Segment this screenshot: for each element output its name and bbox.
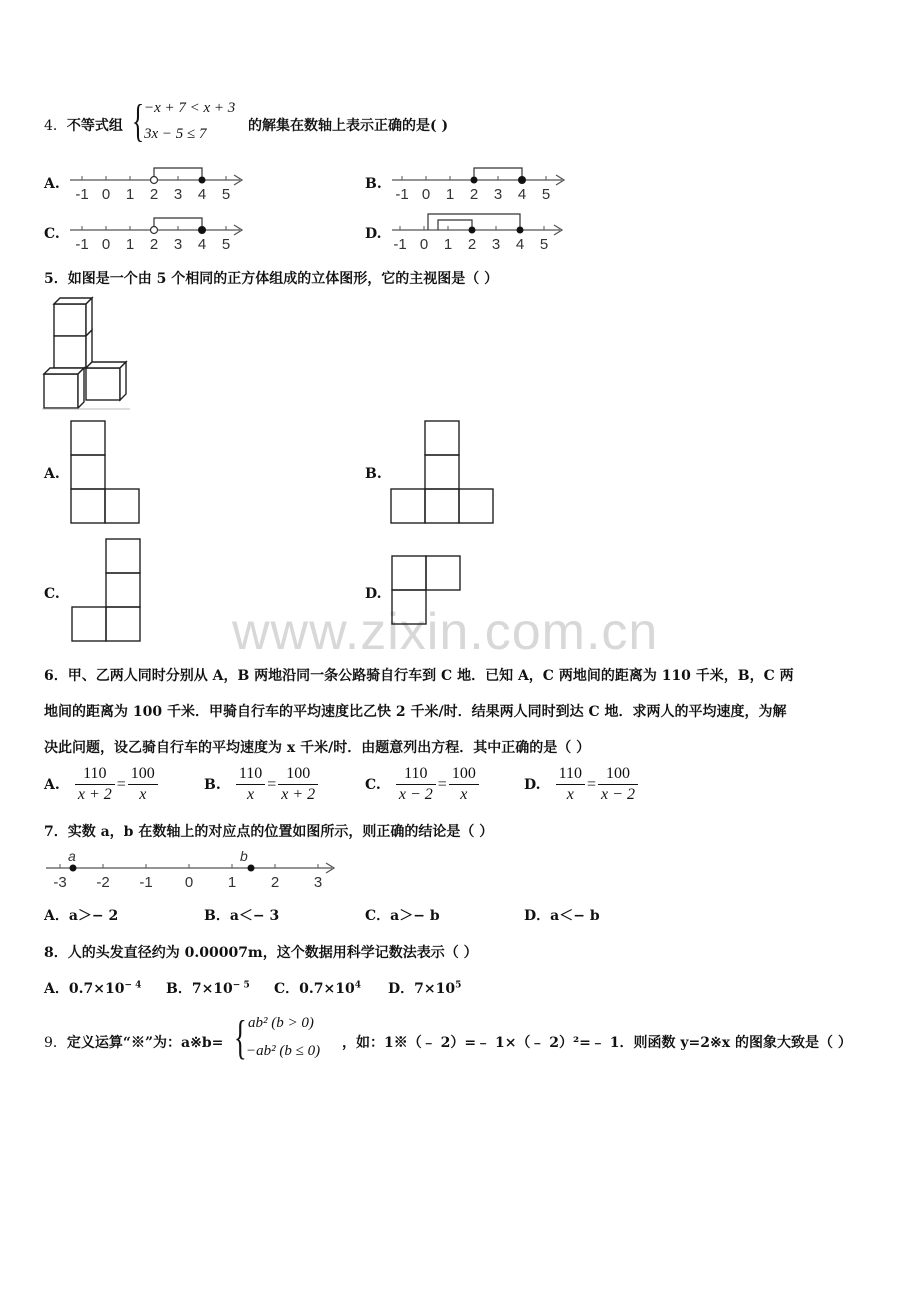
- q7-option-b: B．a＜− 3: [204, 908, 280, 924]
- q7-option-c: C．a＞− b: [365, 908, 440, 924]
- tick-label: 4: [197, 236, 207, 253]
- q6-option-d: D. $\frac{110}{x}$ = $\frac{100}{x - 2}$: [524, 764, 638, 805]
- tick-label: 1: [445, 186, 455, 203]
- tick-label: 3: [313, 874, 323, 891]
- q4-number-line-b: [388, 162, 572, 204]
- tick-label: 5: [541, 186, 551, 203]
- tick-label: -1: [395, 186, 409, 203]
- piecewise-case-2: −ab² (b ≤ 0): [246, 1043, 321, 1059]
- fraction: $\frac{110}{x - 2}$: [396, 764, 436, 805]
- tick-label: 5: [221, 236, 231, 253]
- piecewise-brace: {: [234, 1011, 247, 1064]
- q4-option-c-label: C.: [44, 226, 60, 242]
- question-6-line-2: 地间的距离为 100 千米．甲骑自行车的平均速度比乙快 2 千米/时．结果两人同时到达 C 地．求两人的平均速度，为解: [44, 704, 787, 720]
- system-brace: {: [132, 95, 145, 146]
- fraction: $\frac{110}{x}$: [556, 764, 585, 805]
- q5-view-a: [66, 418, 146, 528]
- fraction: $\frac{100}{x + 2}$: [278, 764, 318, 805]
- tick-label: 3: [493, 186, 503, 203]
- q5-view-b: [388, 418, 498, 528]
- tick-label: 1: [227, 874, 237, 891]
- tick-label: -2: [96, 874, 110, 891]
- question-8-text: 8．人的头发直径约为 0.00007m，这个数据用科学记数法表示（ ）: [44, 945, 478, 961]
- point-a-label: a: [68, 848, 76, 864]
- q6-option-b-label: B.: [204, 776, 221, 793]
- q4-option-b-label: B.: [365, 176, 382, 192]
- question-7-text: 7．实数 a，b 在数轴上的对应点的位置如图所示，则正确的结论是（ ）: [44, 824, 494, 840]
- q6-option-a: A. $\frac{110}{x + 2}$ = $\frac{100}{x}$: [44, 764, 158, 805]
- tick-label: -1: [75, 186, 89, 203]
- q5-option-a-label: A.: [44, 466, 60, 482]
- inequality-line-2: 3x − 5 ≤ 7: [144, 126, 207, 142]
- q5-option-c-label: C.: [44, 586, 60, 602]
- q5-view-d: [388, 552, 468, 632]
- question-4-number: 4．: [44, 118, 67, 134]
- tick-label: -1: [393, 236, 407, 253]
- tick-label: 2: [149, 186, 159, 203]
- q4-number-line-c: [66, 212, 250, 254]
- tick-label: 2: [469, 186, 479, 203]
- q4-number-line-d: [388, 208, 572, 254]
- q4-number-line-a: [66, 162, 250, 204]
- fraction: $\frac{100}{x - 2}$: [598, 764, 638, 805]
- tick-label: 2: [467, 236, 477, 253]
- q5-view-c: [68, 536, 148, 646]
- q6-option-c-label: C.: [365, 776, 381, 793]
- point-b-label: b: [240, 848, 248, 864]
- question-6-line-1: 6．甲、乙两人同时分别从 A，B 两地沿同一条公路骑自行车到 C 地．已知 A，C 两地间的距离为 110 千米，B，C 两: [44, 668, 794, 684]
- tick-label: -3: [53, 874, 67, 891]
- q8-option-d: D．$7\times 10^5$: [388, 980, 462, 997]
- tick-label: 2: [149, 236, 159, 253]
- q8-option-c: C．$0.7\times 10^4$: [274, 980, 361, 997]
- tick-label: 3: [173, 186, 183, 203]
- q5-option-b-label: B.: [365, 466, 382, 482]
- question-6-line-3: 决此问题，设乙骑自行车的平均速度为 x 千米/时．由题意列出方程．其中正确的是（ ）: [44, 740, 591, 756]
- tick-label: 0: [421, 186, 431, 203]
- question-5-text: 5．如图是一个由 5 个相同的正方体组成的立体图形，它的主视图是（ ）: [44, 271, 499, 287]
- q4-option-d-label: D.: [365, 226, 382, 242]
- tick-label: 0: [184, 874, 194, 891]
- fraction: $\frac{100}{x}$: [128, 764, 158, 805]
- fraction: $\frac{110}{x + 2}$: [75, 764, 115, 805]
- cube-stack-figure: [42, 296, 132, 412]
- inequality-line-1: −x + 7 < x + 3: [144, 100, 236, 116]
- tick-label: 3: [173, 236, 183, 253]
- q8-option-b: B．$7\times 10^{- 5}$: [166, 980, 250, 997]
- fraction: $\frac{100}{x}$: [449, 764, 479, 805]
- tick-label: 4: [197, 186, 207, 203]
- tick-label: 3: [491, 236, 501, 253]
- tick-label: 1: [125, 236, 135, 253]
- tick-label: 4: [515, 236, 525, 253]
- piecewise-case-1: ab² (b > 0): [248, 1015, 314, 1031]
- question-4: [44, 115, 123, 135]
- question-9-definition: 定义运算“※”为：a※b=: [66, 1035, 224, 1051]
- tick-label: 0: [419, 236, 429, 253]
- fraction: $\frac{110}{x}$: [236, 764, 265, 805]
- question-9-prefix: [44, 1032, 223, 1052]
- tick-label: 1: [125, 186, 135, 203]
- q8-option-a: A．$0.7\times 10^{- 4}$: [44, 980, 142, 997]
- question-4-suffix: 的解集在数轴上表示正确的是( ): [248, 118, 449, 134]
- watermark: www.zixin.com.cn: [232, 603, 659, 661]
- tick-label: 5: [539, 236, 549, 253]
- tick-label: 0: [101, 236, 111, 253]
- q7-number-line: [42, 846, 342, 894]
- q6-option-b: B. $\frac{110}{x}$ = $\frac{100}{x + 2}$: [204, 764, 318, 805]
- tick-label: 5: [221, 186, 231, 203]
- tick-label: 2: [270, 874, 280, 891]
- q6-option-c: C. $\frac{110}{x - 2}$ = $\frac{100}{x}$: [365, 764, 479, 805]
- tick-label: -1: [139, 874, 153, 891]
- q6-option-a-label: A.: [44, 776, 60, 793]
- question-4-prefix: 不等式组: [66, 118, 123, 134]
- q4-option-a-label: A.: [44, 176, 60, 192]
- tick-label: 1: [443, 236, 453, 253]
- tick-label: -1: [75, 236, 89, 253]
- q6-option-d-label: D.: [524, 776, 541, 793]
- q7-option-a: A．a＞− 2: [44, 908, 119, 924]
- q7-option-d: D．a＜− b: [524, 908, 600, 924]
- q5-option-d-label: D.: [365, 586, 382, 602]
- tick-label: 0: [101, 186, 111, 203]
- tick-label: 4: [517, 186, 527, 203]
- question-9-suffix: ，如：1※（﹣ 2）=﹣ 1×（﹣ 2）²=﹣ 1．则函数 y=2※x 的图象大致是（ ）: [342, 1035, 852, 1051]
- question-9-number: 9．: [44, 1035, 67, 1051]
